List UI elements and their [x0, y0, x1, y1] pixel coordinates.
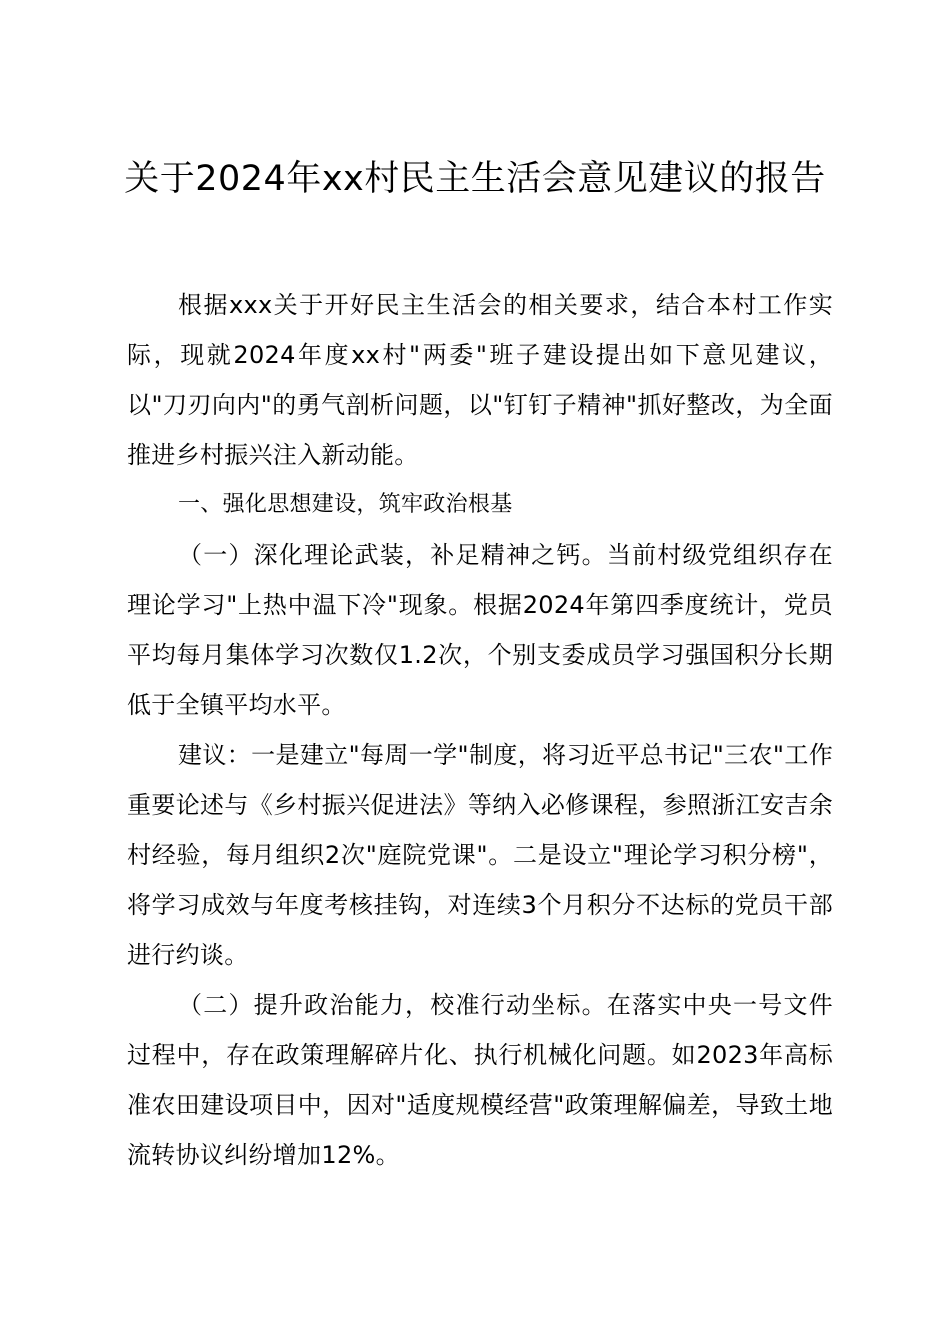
- suggestion-paragraph: 建议：一是建立"每周一学"制度，将习近平总书记"三农"工作重要论述与《乡村振兴促进法》等纳入必修课程，参照浙江安吉余村经验，每月组织2次"庭院党课"。二是设立"理论学习积分榜"，将学习成效与年度考核挂钩，对连续3个月积分不达标的党员干部进行约谈。: [127, 741, 833, 969]
- document-title: 关于2024年xx村民主生活会意见建议的报告: [124, 159, 826, 199]
- subsection-paragraph: （二）提升政治能力，校准行动坐标。在落实中央一号文件过程中，存在政策理解碎片化、执行机械化问题。如2023年高标准农田建设项目中，因对"适度规模经营"政策理解偏差，导致土地流转协议纠纷增加12%。: [127, 991, 833, 1169]
- section-heading: 一、强化思想建设，筑牢政治根基: [178, 492, 513, 517]
- subsection-paragraph: （一）深化理论武装，补足精神之钙。当前村级党组织存在理论学习"上热中温下冷"现象。根据2024年第四季度统计，党员平均每月集体学习次数仅1.2次，个别支委成员学习强国积分长期低于全镇平均水平。: [127, 541, 833, 719]
- intro-paragraph: 根据xxx关于开好民主生活会的相关要求，结合本村工作实际，现就2024年度xx村"两委"班子建设提出如下意见建议，以"刀刃向内"的勇气剖析问题，以"钉钉子精神"抓好整改，为全面推进乡村振兴注入新动能。: [127, 291, 833, 469]
- document-body: [127, 280, 833, 1180]
